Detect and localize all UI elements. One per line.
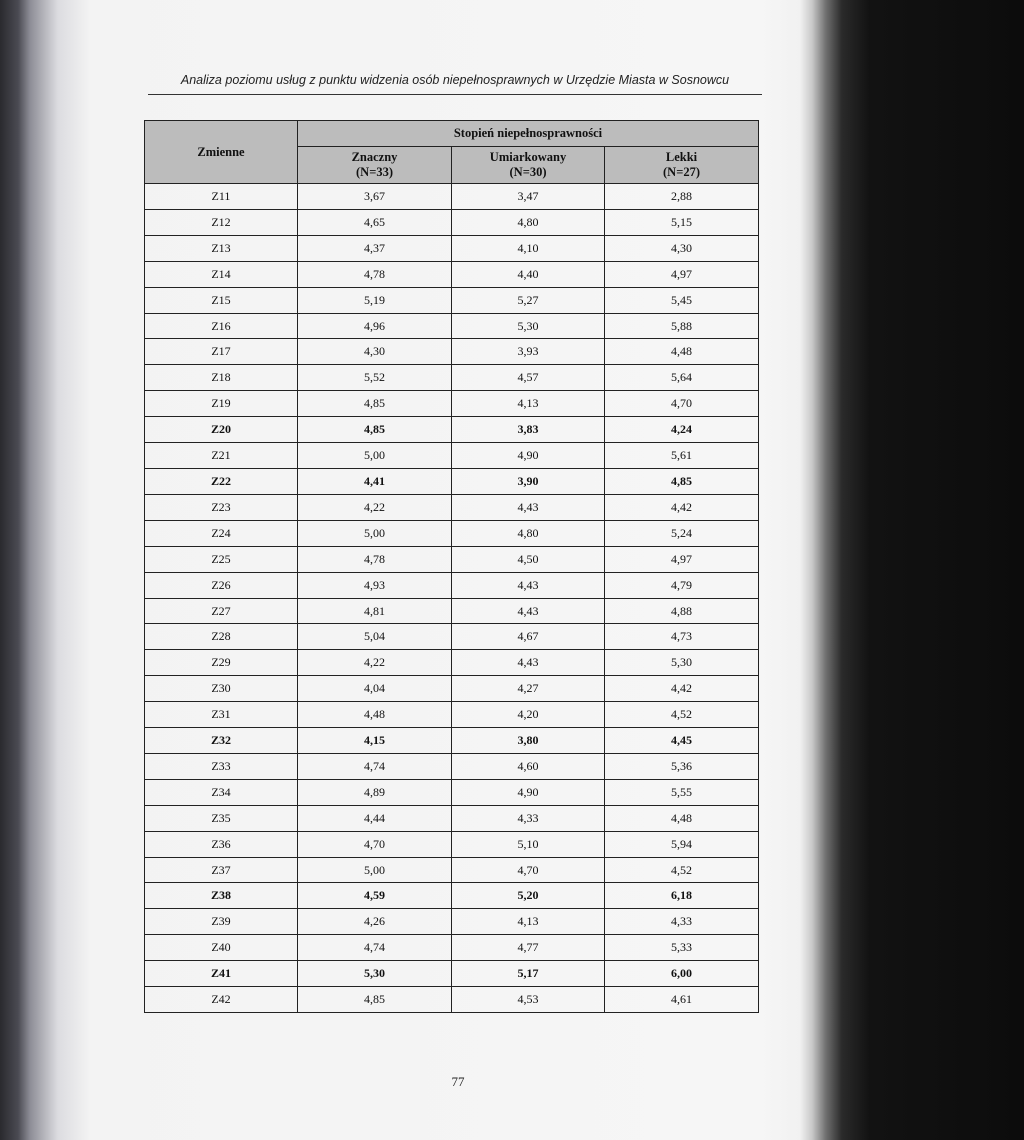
variable-cell: Z24 — [145, 520, 298, 546]
variable-cell: Z13 — [145, 235, 298, 261]
value-cell: 4,26 — [298, 909, 452, 935]
value-cell: 4,30 — [298, 339, 452, 365]
value-cell: 4,20 — [452, 702, 605, 728]
table-body — [145, 184, 759, 1013]
column-n: (N=27) — [663, 165, 700, 179]
value-cell: 4,81 — [298, 598, 452, 624]
page-number: 77 — [451, 1074, 465, 1089]
table-row — [145, 753, 759, 779]
variable-cell: Z41 — [145, 961, 298, 987]
value-cell: 4,45 — [605, 728, 759, 754]
table-row — [145, 261, 759, 287]
value-cell: 4,40 — [452, 261, 605, 287]
value-cell: 4,80 — [452, 209, 605, 235]
value-cell: 5,04 — [298, 624, 452, 650]
value-cell: 4,97 — [605, 546, 759, 572]
value-cell: 3,93 — [452, 339, 605, 365]
value-cell: 4,85 — [605, 468, 759, 494]
variable-cell: Z42 — [145, 987, 298, 1013]
variable-column-header: Zmienne — [145, 121, 298, 184]
value-cell: 3,90 — [452, 468, 605, 494]
table-row — [145, 961, 759, 987]
value-cell: 4,73 — [605, 624, 759, 650]
value-cell: 5,88 — [605, 313, 759, 339]
table-row — [145, 443, 759, 469]
value-cell: 4,44 — [298, 805, 452, 831]
variable-cell: Z15 — [145, 287, 298, 313]
table-row — [145, 805, 759, 831]
column-label: Lekki — [665, 150, 698, 164]
table-row — [145, 728, 759, 754]
group-header: Stopień niepełnosprawności — [298, 121, 759, 147]
variable-cell: Z35 — [145, 805, 298, 831]
column-label: Znaczny — [351, 150, 398, 164]
results-table — [144, 120, 759, 1013]
table-row — [145, 831, 759, 857]
table-row — [145, 209, 759, 235]
value-cell: 5,61 — [605, 443, 759, 469]
value-cell: 4,22 — [298, 650, 452, 676]
value-cell: 5,27 — [452, 287, 605, 313]
value-cell: 3,67 — [298, 184, 452, 210]
value-cell: 5,17 — [452, 961, 605, 987]
value-cell: 5,30 — [298, 961, 452, 987]
value-cell: 5,00 — [298, 520, 452, 546]
value-cell: 4,89 — [298, 779, 452, 805]
value-cell: 6,00 — [605, 961, 759, 987]
variable-cell: Z19 — [145, 391, 298, 417]
variable-cell: Z38 — [145, 883, 298, 909]
column-n: (N=30) — [509, 165, 547, 179]
value-cell: 4,24 — [605, 417, 759, 443]
value-cell: 4,60 — [452, 753, 605, 779]
variable-cell: Z23 — [145, 494, 298, 520]
value-cell: 4,48 — [605, 339, 759, 365]
value-cell: 5,30 — [452, 313, 605, 339]
variable-cell: Z37 — [145, 857, 298, 883]
value-cell: 4,93 — [298, 572, 452, 598]
value-cell: 4,13 — [452, 909, 605, 935]
running-head: Analiza poziomu usług z punktu widzenia osób niepełnosprawnych w Urzędzie Miasta w Sosnowcu — [180, 73, 730, 87]
variable-cell: Z21 — [145, 443, 298, 469]
variable-cell: Z12 — [145, 209, 298, 235]
value-cell: 5,00 — [298, 443, 452, 469]
value-cell: 4,61 — [605, 987, 759, 1013]
table-row — [145, 468, 759, 494]
variable-cell: Z17 — [145, 339, 298, 365]
variable-cell: Z27 — [145, 598, 298, 624]
variable-cell: Z30 — [145, 676, 298, 702]
table-row — [145, 702, 759, 728]
column-label: Umiarkowany — [489, 150, 567, 164]
table-row — [145, 184, 759, 210]
value-cell: 4,79 — [605, 572, 759, 598]
value-cell: 4,43 — [452, 494, 605, 520]
variable-cell: Z32 — [145, 728, 298, 754]
value-cell: 4,48 — [605, 805, 759, 831]
value-cell: 4,13 — [452, 391, 605, 417]
value-cell: 5,36 — [605, 753, 759, 779]
variable-cell: Z36 — [145, 831, 298, 857]
table-row — [145, 624, 759, 650]
column-n: (N=33) — [356, 165, 393, 179]
value-cell: 4,43 — [452, 650, 605, 676]
value-cell: 4,65 — [298, 209, 452, 235]
value-cell: 4,74 — [298, 935, 452, 961]
table-row — [145, 365, 759, 391]
variable-cell: Z18 — [145, 365, 298, 391]
value-cell: 4,04 — [298, 676, 452, 702]
variable-cell: Z14 — [145, 261, 298, 287]
value-cell: 4,43 — [452, 572, 605, 598]
value-cell: 4,42 — [605, 676, 759, 702]
value-cell: 4,10 — [452, 235, 605, 261]
table-row — [145, 287, 759, 313]
variable-cell: Z25 — [145, 546, 298, 572]
value-cell: 3,47 — [452, 184, 605, 210]
value-cell: 4,27 — [452, 676, 605, 702]
table-row — [145, 883, 759, 909]
variable-cell: Z26 — [145, 572, 298, 598]
value-cell: 5,20 — [452, 883, 605, 909]
value-cell: 4,30 — [605, 235, 759, 261]
table-row — [145, 935, 759, 961]
value-cell: 4,67 — [452, 624, 605, 650]
value-cell: 4,48 — [298, 702, 452, 728]
variable-cell: Z16 — [145, 313, 298, 339]
value-cell: 4,50 — [452, 546, 605, 572]
value-cell: 4,70 — [298, 831, 452, 857]
value-cell: 4,70 — [452, 857, 605, 883]
value-cell: 4,41 — [298, 468, 452, 494]
table-row — [145, 572, 759, 598]
value-cell: 4,52 — [605, 857, 759, 883]
value-cell: 4,74 — [298, 753, 452, 779]
table-row — [145, 339, 759, 365]
variable-cell: Z39 — [145, 909, 298, 935]
table-row — [145, 598, 759, 624]
table-row — [145, 909, 759, 935]
value-cell: 4,52 — [605, 702, 759, 728]
variable-cell: Z40 — [145, 935, 298, 961]
value-cell: 2,88 — [605, 184, 759, 210]
value-cell: 4,42 — [605, 494, 759, 520]
value-cell: 5,15 — [605, 209, 759, 235]
value-cell: 4,78 — [298, 546, 452, 572]
table-row — [145, 417, 759, 443]
value-cell: 5,45 — [605, 287, 759, 313]
column-header — [605, 147, 759, 184]
table-row — [145, 546, 759, 572]
variable-cell: Z33 — [145, 753, 298, 779]
variable-cell: Z29 — [145, 650, 298, 676]
column-header — [298, 147, 452, 184]
value-cell: 4,22 — [298, 494, 452, 520]
table-row — [145, 676, 759, 702]
value-cell: 5,10 — [452, 831, 605, 857]
value-cell: 4,59 — [298, 883, 452, 909]
value-cell: 4,77 — [452, 935, 605, 961]
value-cell: 4,43 — [452, 598, 605, 624]
variable-cell: Z11 — [145, 184, 298, 210]
value-cell: 3,80 — [452, 728, 605, 754]
value-cell: 6,18 — [605, 883, 759, 909]
variable-cell: Z31 — [145, 702, 298, 728]
value-cell: 4,85 — [298, 391, 452, 417]
value-cell: 4,90 — [452, 443, 605, 469]
value-cell: 4,85 — [298, 417, 452, 443]
header-rule — [148, 94, 762, 95]
table-row — [145, 779, 759, 805]
value-cell: 4,33 — [605, 909, 759, 935]
value-cell: 5,19 — [298, 287, 452, 313]
value-cell: 4,57 — [452, 365, 605, 391]
table-row — [145, 987, 759, 1013]
value-cell: 5,24 — [605, 520, 759, 546]
value-cell: 4,80 — [452, 520, 605, 546]
value-cell: 4,96 — [298, 313, 452, 339]
table-row — [145, 650, 759, 676]
table-row — [145, 520, 759, 546]
value-cell: 5,52 — [298, 365, 452, 391]
value-cell: 3,83 — [452, 417, 605, 443]
table-header — [145, 121, 759, 184]
value-cell: 5,94 — [605, 831, 759, 857]
value-cell: 5,64 — [605, 365, 759, 391]
value-cell: 5,00 — [298, 857, 452, 883]
value-cell: 4,15 — [298, 728, 452, 754]
value-cell: 4,88 — [605, 598, 759, 624]
value-cell: 4,37 — [298, 235, 452, 261]
table-row — [145, 313, 759, 339]
value-cell: 4,85 — [298, 987, 452, 1013]
table-row — [145, 494, 759, 520]
value-cell: 5,33 — [605, 935, 759, 961]
value-cell: 4,33 — [452, 805, 605, 831]
value-cell: 4,78 — [298, 261, 452, 287]
variable-cell: Z34 — [145, 779, 298, 805]
variable-cell: Z22 — [145, 468, 298, 494]
table-row — [145, 235, 759, 261]
book-page — [52, 0, 822, 1140]
value-cell: 4,90 — [452, 779, 605, 805]
value-cell: 4,53 — [452, 987, 605, 1013]
column-header — [452, 147, 605, 184]
variable-cell: Z28 — [145, 624, 298, 650]
table-row — [145, 391, 759, 417]
value-cell: 4,97 — [605, 261, 759, 287]
value-cell: 5,30 — [605, 650, 759, 676]
value-cell: 4,70 — [605, 391, 759, 417]
variable-cell: Z20 — [145, 417, 298, 443]
value-cell: 5,55 — [605, 779, 759, 805]
table-row — [145, 857, 759, 883]
